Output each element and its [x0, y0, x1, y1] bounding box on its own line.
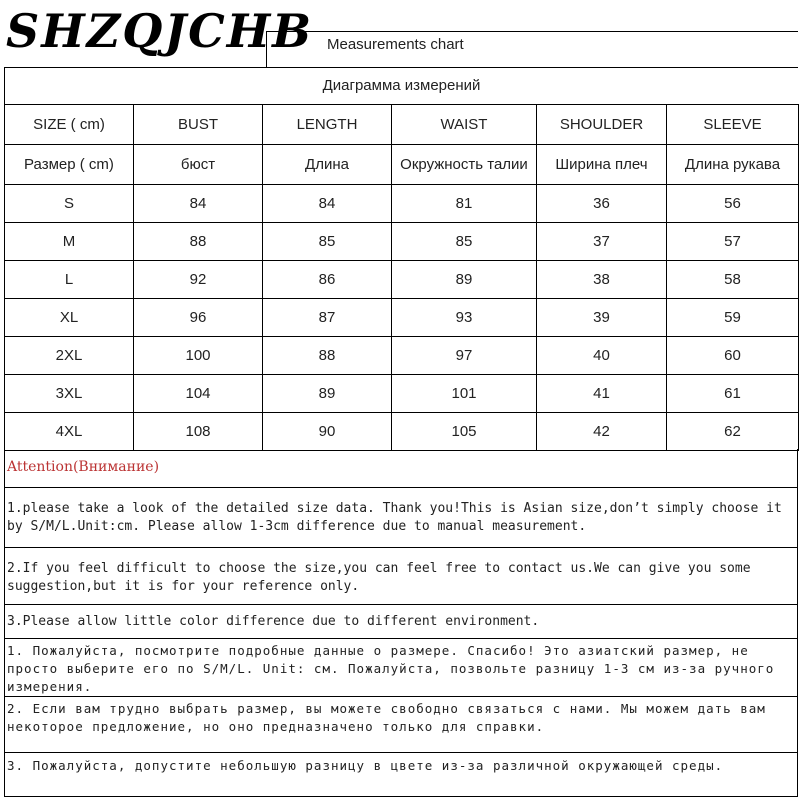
note-en-2: 2.If you feel difficult to choose the size,you can feel free to contact us.We can give you some suggestion,but it is for your reference only.: [5, 548, 797, 605]
notes-section: [4, 449, 798, 797]
header-cell: SLEEVE: [667, 105, 799, 145]
table-cell: 36: [537, 185, 667, 223]
table-cell: 93: [392, 299, 537, 337]
attention-heading: Attention(Внимание): [5, 449, 797, 488]
table-cell: 100: [134, 337, 263, 375]
brand-logo: SHZQJCHB: [6, 4, 314, 58]
table-cell: 96: [134, 299, 263, 337]
table-cell: 88: [263, 337, 392, 375]
table-cell: L: [5, 261, 134, 299]
table-cell: M: [5, 223, 134, 261]
table-cell: 40: [537, 337, 667, 375]
note-ru-1: 1. Пожалуйста, посмотрите подробные данные о размере. Спасибо! Это азиатский размер, не просто выберите его по S/M/L. Unit: см. Пожалуйста, позвольте разницу 1-3 см из-за ручного измерения.: [5, 639, 797, 697]
table-cell: 97: [392, 337, 537, 375]
table-cell: 3XL: [5, 375, 134, 413]
table-cell: 108: [134, 413, 263, 451]
table-cell: 84: [134, 185, 263, 223]
table-cell: 90: [263, 413, 392, 451]
table-cell: 38: [537, 261, 667, 299]
table-cell: 89: [263, 375, 392, 413]
table-cell: 84: [263, 185, 392, 223]
table-cell: 59: [667, 299, 799, 337]
note-ru-2: 2. Если вам трудно выбрать размер, вы можете свободно связаться с нами. Мы можем дать вам некоторое предложение, но оно предназначено только для справки.: [5, 697, 797, 753]
table-cell: 60: [667, 337, 799, 375]
size-table: [4, 104, 799, 451]
table-cell: 101: [392, 375, 537, 413]
header-cell: LENGTH: [263, 105, 392, 145]
table-cell: 85: [392, 223, 537, 261]
header-row-ru: [5, 145, 799, 185]
table-cell: 56: [667, 185, 799, 223]
table-cell: 39: [537, 299, 667, 337]
note-en-3: 3.Please allow little color difference due to different environment.: [5, 605, 797, 639]
header-cell: Размер ( cm): [5, 145, 134, 185]
header-row-en: [5, 105, 799, 145]
table-cell: 87: [263, 299, 392, 337]
table-cell: 4XL: [5, 413, 134, 451]
table-cell: 92: [134, 261, 263, 299]
table-row: [5, 299, 799, 337]
note-ru-3: 3. Пожалуйста, допустите небольшую разницу в цвете из-за различной окружающей среды.: [5, 753, 797, 797]
table-cell: 61: [667, 375, 799, 413]
header-cell: Окружность талии: [392, 145, 537, 185]
table-cell: 2XL: [5, 337, 134, 375]
table-cell: 57: [667, 223, 799, 261]
chart-title-en: Measurements chart: [266, 31, 798, 67]
table-cell: 81: [392, 185, 537, 223]
table-cell: 86: [263, 261, 392, 299]
header-cell: BUST: [134, 105, 263, 145]
table-row: [5, 375, 799, 413]
table-row: [5, 223, 799, 261]
header-cell: SIZE ( cm): [5, 105, 134, 145]
table-cell: 37: [537, 223, 667, 261]
table-row: [5, 261, 799, 299]
table-cell: 41: [537, 375, 667, 413]
table-cell: 88: [134, 223, 263, 261]
table-cell: S: [5, 185, 134, 223]
chart-title-ru: Диаграмма измерений: [4, 67, 798, 105]
header-cell: Длина рукава: [667, 145, 799, 185]
table-cell: 104: [134, 375, 263, 413]
header-cell: SHOULDER: [537, 105, 667, 145]
table-cell: 62: [667, 413, 799, 451]
table-row: [5, 185, 799, 223]
table-cell: 42: [537, 413, 667, 451]
table-cell: 58: [667, 261, 799, 299]
table-cell: 89: [392, 261, 537, 299]
table-cell: 105: [392, 413, 537, 451]
header-cell: WAIST: [392, 105, 537, 145]
header-cell: Ширина плеч: [537, 145, 667, 185]
header-cell: бюст: [134, 145, 263, 185]
note-en-1: 1.please take a look of the detailed size data. Thank you!This is Asian size,don’t simply choose it by S/M/L.Unit:cm. Please allow 1-3cm difference due to manual measurement.: [5, 488, 797, 548]
table-row: [5, 337, 799, 375]
table-cell: XL: [5, 299, 134, 337]
header-cell: Длина: [263, 145, 392, 185]
table-row: [5, 413, 799, 451]
table-cell: 85: [263, 223, 392, 261]
